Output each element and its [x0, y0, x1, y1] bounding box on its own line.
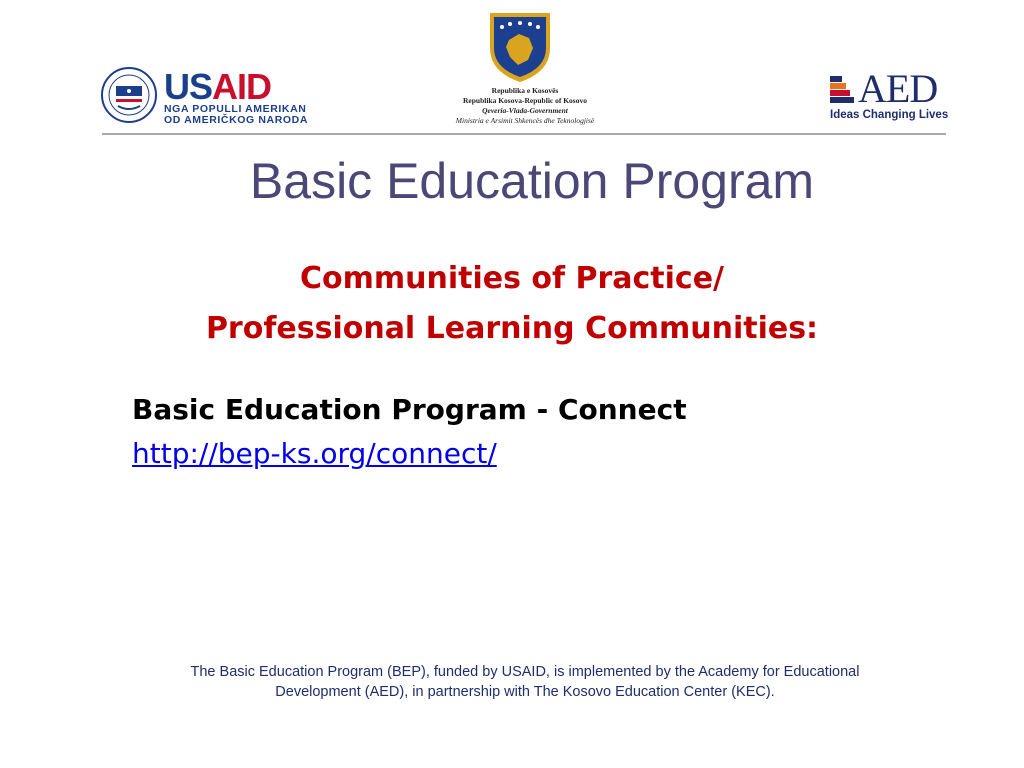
slide-header — [0, 0, 1024, 135]
aed-wordmark: AED — [858, 66, 938, 111]
footer-note — [112, 662, 938, 702]
connect-link[interactable]: http://bep-ks.org/connect/ — [132, 437, 497, 470]
kosovo-shield-icon — [487, 10, 553, 84]
usaid-seal-icon — [100, 66, 158, 124]
subtitle-line-2: Professional Learning Communities: — [205, 311, 819, 346]
kosovo-ministry-text: Republika e Kosovës Republika Kosova-Republic of Kosovo Qeveria-Vlada-Government Ministria e Arsimit Shkencës dhe Teknologjisë — [455, 86, 595, 125]
usaid-subtitle: NGA POPULLI AMERIKAN OD AMERIČKOG NARODA — [164, 103, 309, 126]
connect-section — [132, 388, 832, 476]
usaid-logo — [100, 66, 309, 126]
aed-flag-icon — [828, 74, 858, 108]
subtitle-line-1: Communities of Practice/ — [299, 261, 725, 296]
usaid-wordmark: USAID — [164, 66, 272, 107]
footer-line-2: Development (AED), in partnership with The Kosovo Education Center (KEC). — [275, 684, 775, 700]
aed-logo — [828, 66, 949, 124]
kosovo-government-emblem — [440, 10, 610, 130]
slide-subtitle — [0, 254, 1024, 354]
header-divider — [102, 133, 946, 135]
footer-line-1: The Basic Education Program (BEP), funded by USAID, is implemented by the Academy for Educational — [190, 664, 860, 680]
connect-label: Basic Education Program - Connect — [132, 393, 687, 426]
slide-title: Basic Education Program — [249, 153, 815, 209]
aed-tagline: Ideas Changing Lives — [830, 109, 949, 121]
